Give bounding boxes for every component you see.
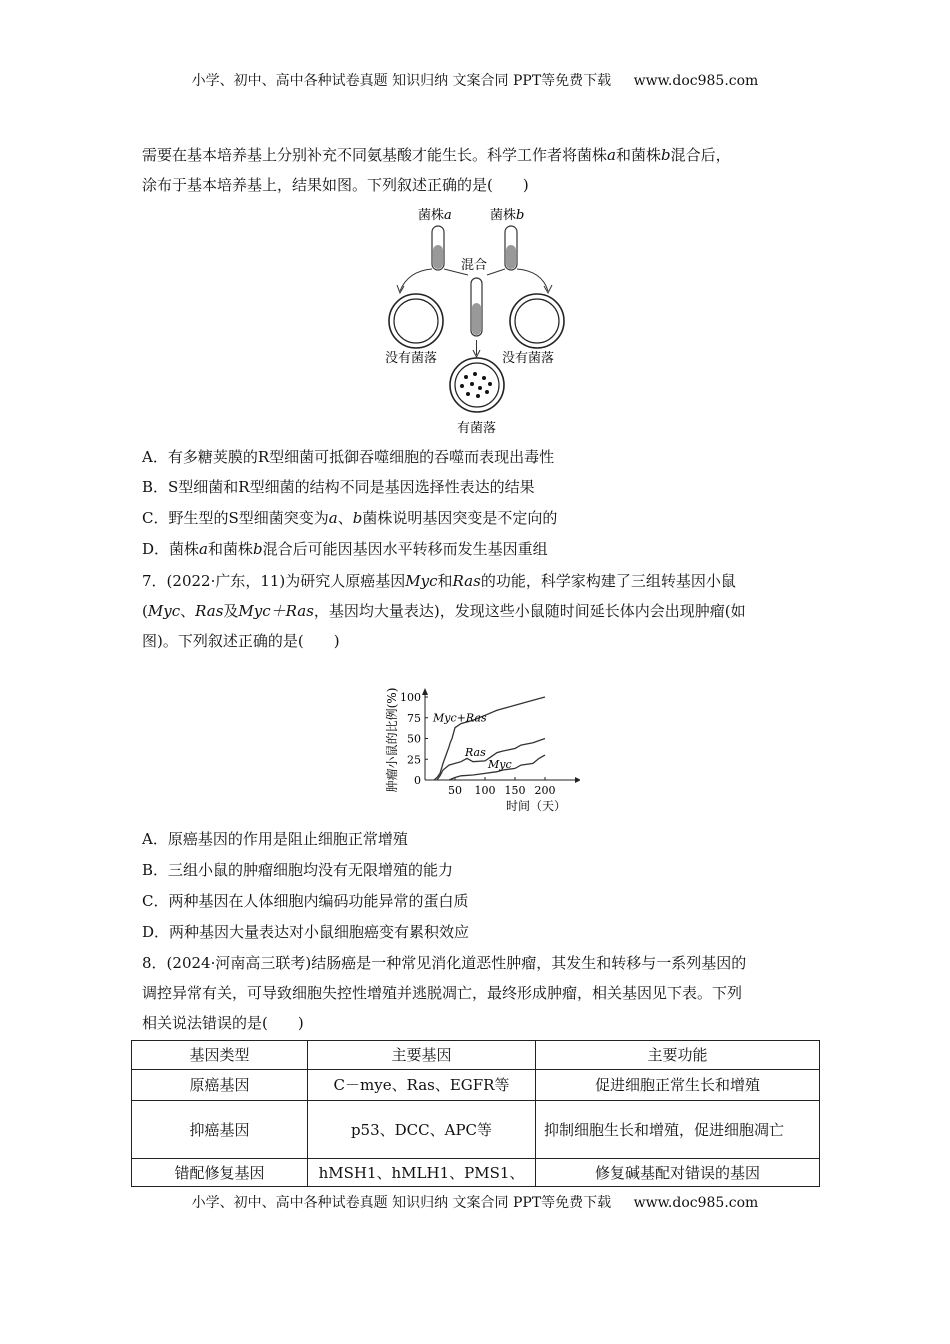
gene-myc: Myc: [405, 572, 438, 590]
q8-stem-line1: [142, 953, 746, 973]
strain-mixing-figure: [380, 203, 580, 438]
q6-option-a[interactable]: A．有多糖荚膜的R型细菌可抵御吞噬细胞的吞噬而表现出毒性: [142, 448, 555, 466]
y-tick-label: 50: [407, 732, 421, 746]
header-url[interactable]: www.doc985.com: [633, 73, 759, 89]
page-footer: [0, 1192, 950, 1212]
strain-b-label: 菌株b: [490, 208, 525, 223]
x-tick-label: 100: [474, 784, 496, 797]
y-tick-label: 0: [414, 774, 421, 787]
q8-source: 8．(2024·河南高三联考): [142, 954, 312, 972]
table-cell: 错配修复基因: [132, 1159, 308, 1187]
table-header: 基因类型: [132, 1041, 308, 1070]
tube-a: [432, 226, 444, 270]
q7-stem-line1: [142, 571, 736, 591]
x-tick-label: 150: [504, 784, 526, 797]
q6-text: 、: [337, 509, 353, 527]
table-row: [132, 1070, 820, 1101]
no-colony-left-label: 没有菌落: [385, 351, 438, 366]
series-label: Ras: [465, 745, 486, 759]
gene-ras: Ras: [452, 572, 481, 590]
q6-text: D．菌株: [142, 540, 200, 558]
chart-ylabel: 肿瘤小鼠的比例(%): [385, 687, 399, 793]
series-label: Myc+Ras: [433, 711, 487, 725]
arrow-b-right: [517, 269, 548, 291]
q8-text: 结肠癌是一种常见消化道恶性肿瘤，其发生和转移与一系列基因的: [311, 954, 747, 972]
tube-b: [505, 226, 517, 270]
dish-right: [510, 294, 564, 348]
q6-var-a: a: [199, 540, 208, 558]
arrow-head-icon: [544, 285, 552, 293]
table-cell: 原癌基因: [132, 1070, 308, 1101]
table-cell: p53、DCC、APC等: [308, 1101, 536, 1159]
q6-option-d[interactable]: [142, 539, 548, 559]
q6-text: 和菌株: [207, 540, 253, 558]
q6-stem-line2: 涂布于基本培养基上，结果如图。下列叙述正确的是( ): [142, 176, 529, 194]
table-cell: hMSH1、hMLH1、PMS1、: [308, 1159, 536, 1187]
strain-a-label: 菌株a: [418, 208, 452, 223]
table-cell: 抑制细胞生长和增殖，促进细胞凋亡: [536, 1101, 820, 1159]
chart-y-ticks: [400, 691, 428, 787]
arrow-a-left: [400, 269, 432, 291]
q6-var-b: b: [352, 509, 363, 527]
q7-text: 和: [437, 572, 453, 590]
q6-option-b[interactable]: B．S型细菌和R型细菌的结构不同是基因选择性表达的结果: [142, 478, 535, 496]
x-axis-arrow-icon: [575, 777, 580, 783]
q6-var-a: a: [328, 509, 338, 527]
q7-option-c[interactable]: C．两种基因在人体细胞内编码功能异常的蛋白质: [142, 892, 469, 910]
table-cell: C－mye、Ras、EGFR等: [308, 1070, 536, 1101]
page-header: [0, 70, 950, 90]
q6-text: 混合后可能因基因水平转移而发生基因重组: [262, 540, 548, 558]
table-row: [132, 1159, 820, 1187]
q7-text: 的功能，科学家构建了三组转基因小鼠: [480, 572, 736, 590]
header-text: 小学、初中、高中各种试卷真题 知识归纳 文案合同 PPT等免费下载: [191, 73, 612, 89]
tumor-ratio-chart: [380, 660, 580, 820]
mix-label: 混合: [461, 258, 488, 273]
q7-text: 7．(2022·广东，11)为研究人原癌基因: [142, 572, 406, 590]
series-label: Myc: [488, 758, 512, 772]
q6-stem-line1: [142, 145, 731, 165]
q7-option-b[interactable]: B．三组小鼠的肿瘤细胞均没有无限增殖的能力: [142, 861, 454, 879]
q7-text: ，基因均大量表达)，发现这些小鼠随时间延长体内会出现肿瘤(如: [313, 602, 746, 620]
gene-myc: Myc: [147, 602, 181, 620]
q7-text: 及: [223, 602, 239, 620]
q7-option-a[interactable]: A．原癌基因的作用是阻止细胞正常增殖: [142, 830, 408, 848]
q7-text: 、: [180, 602, 196, 620]
table-row: [132, 1101, 820, 1159]
q6-text: 菌株说明基因突变是不定向的: [362, 509, 558, 527]
chart-xlabel: 时间（天）: [505, 799, 567, 813]
q6-var-a: a: [607, 146, 616, 164]
no-colony-right-label: 没有菌落: [502, 351, 555, 366]
chart-series: [432, 697, 545, 780]
dish-colonies: [450, 358, 504, 412]
tube-mixed: [471, 278, 482, 336]
q7-option-d[interactable]: D．两种基因大量表达对小鼠细胞癌变有累积效应: [142, 923, 470, 941]
y-tick-label: 25: [407, 753, 421, 767]
footer-text: 小学、初中、高中各种试卷真题 知识归纳 文案合同 PPT等免费下载: [191, 1195, 612, 1211]
gene-table: [131, 1040, 820, 1187]
q8-stem-line3: 相关说法错误的是( ): [142, 1014, 304, 1032]
table-header: 主要功能: [536, 1041, 820, 1070]
q7-stem-line2: [142, 601, 746, 621]
q6-option-c[interactable]: [142, 508, 557, 528]
q6-text: 和菌株: [615, 146, 661, 164]
y-axis-arrow-icon: [422, 688, 428, 695]
dish-left: [389, 294, 443, 348]
x-tick-label: 200: [534, 784, 556, 797]
y-tick-label: 75: [407, 711, 421, 725]
q7-text: (: [142, 602, 148, 620]
gene-myc-ras: Myc＋Ras: [238, 602, 314, 620]
table-cell: 修复碱基配对错误的基因: [536, 1159, 820, 1187]
y-tick-label: 100: [400, 691, 421, 704]
q6-var-b: b: [660, 146, 671, 164]
x-tick-label: 50: [448, 784, 462, 797]
q8-stem-line2: 调控异常有关，可导致细胞失控性增殖并逃脱凋亡，最终形成肿瘤，相关基因见下表。下列: [142, 984, 743, 1002]
gene-ras: Ras: [195, 602, 224, 620]
table-header-row: [132, 1041, 820, 1070]
table-cell: 促进细胞正常生长和增殖: [536, 1070, 820, 1101]
q6-var-b: b: [253, 540, 263, 558]
table-cell: 抑癌基因: [132, 1101, 308, 1159]
colony-label: 有菌落: [457, 421, 497, 436]
footer-url[interactable]: www.doc985.com: [633, 1195, 759, 1211]
q6-text: 需要在基本培养基上分别补充不同氨基酸才能生长。科学工作者将菌株: [142, 146, 608, 164]
table-header: 主要基因: [308, 1041, 536, 1070]
q7-stem-line3: 图)。下列叙述正确的是( ): [142, 632, 340, 650]
q6-text: C．野生型的S型细菌突变为: [142, 509, 329, 527]
arrow-b-center: [487, 269, 505, 275]
q6-text: 混合后，: [670, 146, 731, 164]
